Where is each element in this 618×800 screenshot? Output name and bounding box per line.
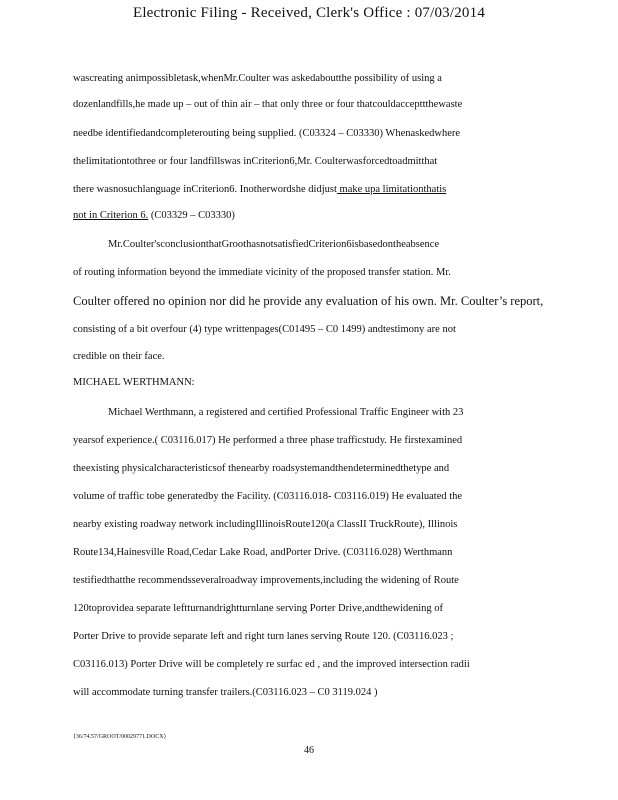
body-line: thelimitationtothree or four landfillswas inCriterion6,Mr. Coulterwasforcedtoadmitthat <box>73 156 438 167</box>
body-line: C03116.013) Porter Drive will be completely re surfac ed , and the improved intersection radii <box>73 659 470 670</box>
body-line: wascreating animpossibletask,whenMr.Coulter was askedaboutthe possibility of using a <box>73 73 442 84</box>
body-line: dozenlandfills,he made up – out of thin air – that only three or four thatcouldaccepttthewaste <box>73 99 463 110</box>
body-line: will accommodate turning transfer trailers.(C03116.023 – C0 3119.024 ) <box>73 687 378 698</box>
section-heading: MICHAEL WERTHMANN: <box>73 377 195 388</box>
body-line <box>73 183 446 197</box>
body-line-start: there wasnosuchlanguage inCriterion6. Inotherwordshe didjust <box>73 184 337 195</box>
paragraph-start: Mr.Coulter'sconclusionthatGroothasnotsatisfiedCriterion6isbasedontheabsence <box>108 239 440 250</box>
document-code: {36/74.57/GROOT/00029771.DOCX} <box>73 734 167 740</box>
body-line: Coulter offered no opinion nor did he provide any evaluation of his own. Mr. Coulter’s report, <box>73 294 544 308</box>
body-line: yearsof experience.( C03116.017) He performed a three phase trafficstudy. He firstexamined <box>73 435 463 446</box>
body-line: testifiedthatthe recommendsseveralroadway improvements,including the widening of Route <box>73 575 459 586</box>
body-line: volume of traffic tobe generatedby the Facility. (C03116.018- C03116.019) He evaluated the <box>73 491 463 502</box>
underlined-phrase: not in Criterion 6. <box>73 210 149 221</box>
citation: (C03329 – C03330) <box>148 210 235 221</box>
body-line: consisting of a bit overfour (4) type writtenpages(C01495 – C0 1499) andtestimony are not <box>73 324 456 335</box>
filing-header: Electronic Filing - Received, Clerk's Office : 07/03/2014 <box>132 5 486 21</box>
page-number: 46 <box>304 745 314 756</box>
body-line: 120toprovidea separate leftturnandrightturnlane serving Porter Drive,andthewidening of <box>73 603 444 614</box>
body-line: of routing information beyond the immediate vicinity of the proposed transfer station. Mr. <box>73 267 451 278</box>
body-line: theexisting physicalcharacteristicsof thenearby roadsystemandthendeterminedthetype and <box>73 463 450 474</box>
paragraph-start: Michael Werthmann, a registered and certified Professional Traffic Engineer with 23 <box>108 407 464 418</box>
body-line <box>73 209 235 223</box>
body-line: credible on their face. <box>73 351 165 362</box>
body-line: needbe identifiedandcompleterouting being supplied. (C03324 – C03330) Whenaskedwhere <box>73 128 461 139</box>
underlined-phrase: make upa limitationthatis <box>336 184 447 195</box>
body-line: Porter Drive to provide separate left and right turn lanes serving Route 120. (C03116.023 ; <box>73 631 454 642</box>
body-line: Route134,Hainesville Road,Cedar Lake Road, andPorter Drive. (C03116.028) Werthmann <box>73 547 453 558</box>
body-line: nearby existing roadway network includingIllinoisRoute120(a ClassII TruckRoute), Illinois <box>73 519 458 530</box>
